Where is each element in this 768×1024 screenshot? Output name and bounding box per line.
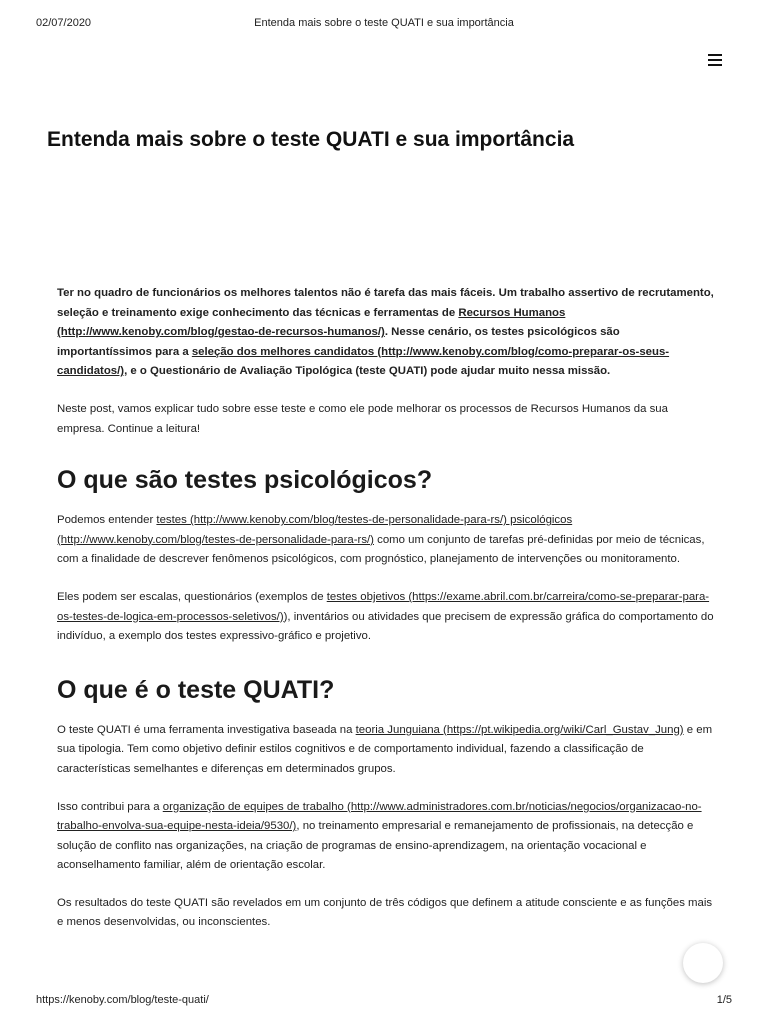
intro-paragraph-2: Neste post, vamos explicar tudo sobre esse teste e como ele pode melhorar os processos de Recursos Humanos da sua empresa. Continue a leitura!: [57, 402, 668, 435]
section1-paragraph-2: Eles podem ser escalas, questionários (exemplos de testes objetivos (https://exame.abril.com.br/carreira/como-se-preparar-para-os-testes-de-logica-em-processos-seletivos/)), inventários ou atividades que precisem de expressão gráfica do comportamento do indivíduo, a exemplo dos testes expressivo-gráfico e projetivo.: [57, 590, 714, 643]
section2-paragraph-1: O teste QUATI é uma ferramenta investigativa baseada na teoria Junguiana (https://pt.wikipedia.org/wiki/Carl_Gustav_Jung) e em sua tipologia. Tem como objetivo definir estilos cognitivos e de comportamento individual, fazendo a classificação de características semelhantes e diferenças em determinados grupos.: [57, 723, 713, 775]
link-teoria-junguiana[interactable]: teoria Junguiana (https://pt.wikipedia.org/wiki/Carl_Gustav_Jung): [355, 723, 684, 736]
hamburger-menu-icon[interactable]: [700, 50, 730, 72]
link-selecao-candidatos[interactable]: seleção dos melhores candidatos (http://www.kenoby.com/blog/como-preparar-os-seus-candidatos/): [57, 345, 670, 378]
print-footer: [36, 994, 732, 1008]
section-heading-teste-quati: O que é o teste QUATI?: [57, 675, 335, 704]
article-title: Entenda mais sobre o teste QUATI e sua importância: [47, 128, 575, 151]
article-body: [57, 284, 717, 933]
link-recursos-humanos[interactable]: Recursos Humanos (http://www.kenoby.com/blog/gestao-de-recursos-humanos/): [57, 306, 566, 339]
intro-paragraph: Ter no quadro de funcionários os melhores talentos não é tarefa das mais fáceis. Um trabalho assertivo de recrutamento, seleção e treinamento exige conhecimento das técnicas e ferramentas de Recursos Humanos (http://www.kenoby.com/blog/gestao-de-recursos-humanos/). Nesse cenário, os testes psicológicos são importantíssimos para a seleção dos melhores candidatos (http://www.kenoby.com/blog/como-preparar-os-seus-candidatos/), e o Questionário de Avaliação Tipológica (teste QUATI) pode ajudar muito nessa missão.: [57, 287, 714, 378]
section2-paragraph-2: Isso contribui para a organização de equipes de trabalho (http://www.administradores.com.br/noticias/negocios/organizacao-no-trabalho-envolva-sua-equipe-nesta-ideia/9530/), no treinamento empresarial e remanejamento de profissionais, na detecção e solução de conflito nas organizações, na criação de programas de ensino-aprendizagem, na orientação vocacional e aconselhamento familiar, além de orientação escolar.: [57, 800, 702, 872]
link-testes-objetivos[interactable]: testes objetivos (https://exame.abril.com.br/carreira/como-se-preparar-para-os-testes-de-logica-em-processos-seletivos/): [57, 590, 710, 623]
section1-paragraph-1: Podemos entender testes (http://www.kenoby.com/blog/testes-de-personalidade-para-rs/) psicológicos (http://www.kenoby.com/blog/testes-de-personalidade-para-rs/) como um conjunto de tarefas pré-definidas por meio de técnicas, com a finalidade de descrever fenômenos psicológicos, com prognóstico, planejamento de intervenções ou monitoramento.: [57, 514, 705, 566]
link-organizacao-equipes[interactable]: organização de equipes de trabalho (http://www.administradores.com.br/noticias/negocios/organizacao-no-trabalho-envolva-sua-equipe-nesta-ideia/9530/): [57, 800, 702, 833]
print-date: 02/07/2020: [36, 17, 92, 29]
link-testes-psicologicos[interactable]: testes (http://www.kenoby.com/blog/testes-de-personalidade-para-rs/) psicológicos (http://www.kenoby.com/blog/testes-de-personalidade-para-rs/): [57, 514, 573, 546]
section2-paragraph-3: Os resultados do teste QUATI são revelados em um conjunto de três códigos que definem a atitude consciente e as funções mais e menos desenvolvidas, ou inconscientes.: [57, 896, 713, 929]
chat-bubble-icon[interactable]: [683, 943, 723, 983]
section-heading-testes-psicologicos: O que são testes psicológicos?: [57, 466, 433, 495]
print-header: [36, 17, 732, 31]
print-document-title: Entenda mais sobre o teste QUATI e sua importância: [254, 17, 514, 29]
page-number: 1/5: [716, 994, 732, 1006]
print-url: https://kenoby.com/blog/teste-quati/: [36, 994, 209, 1006]
